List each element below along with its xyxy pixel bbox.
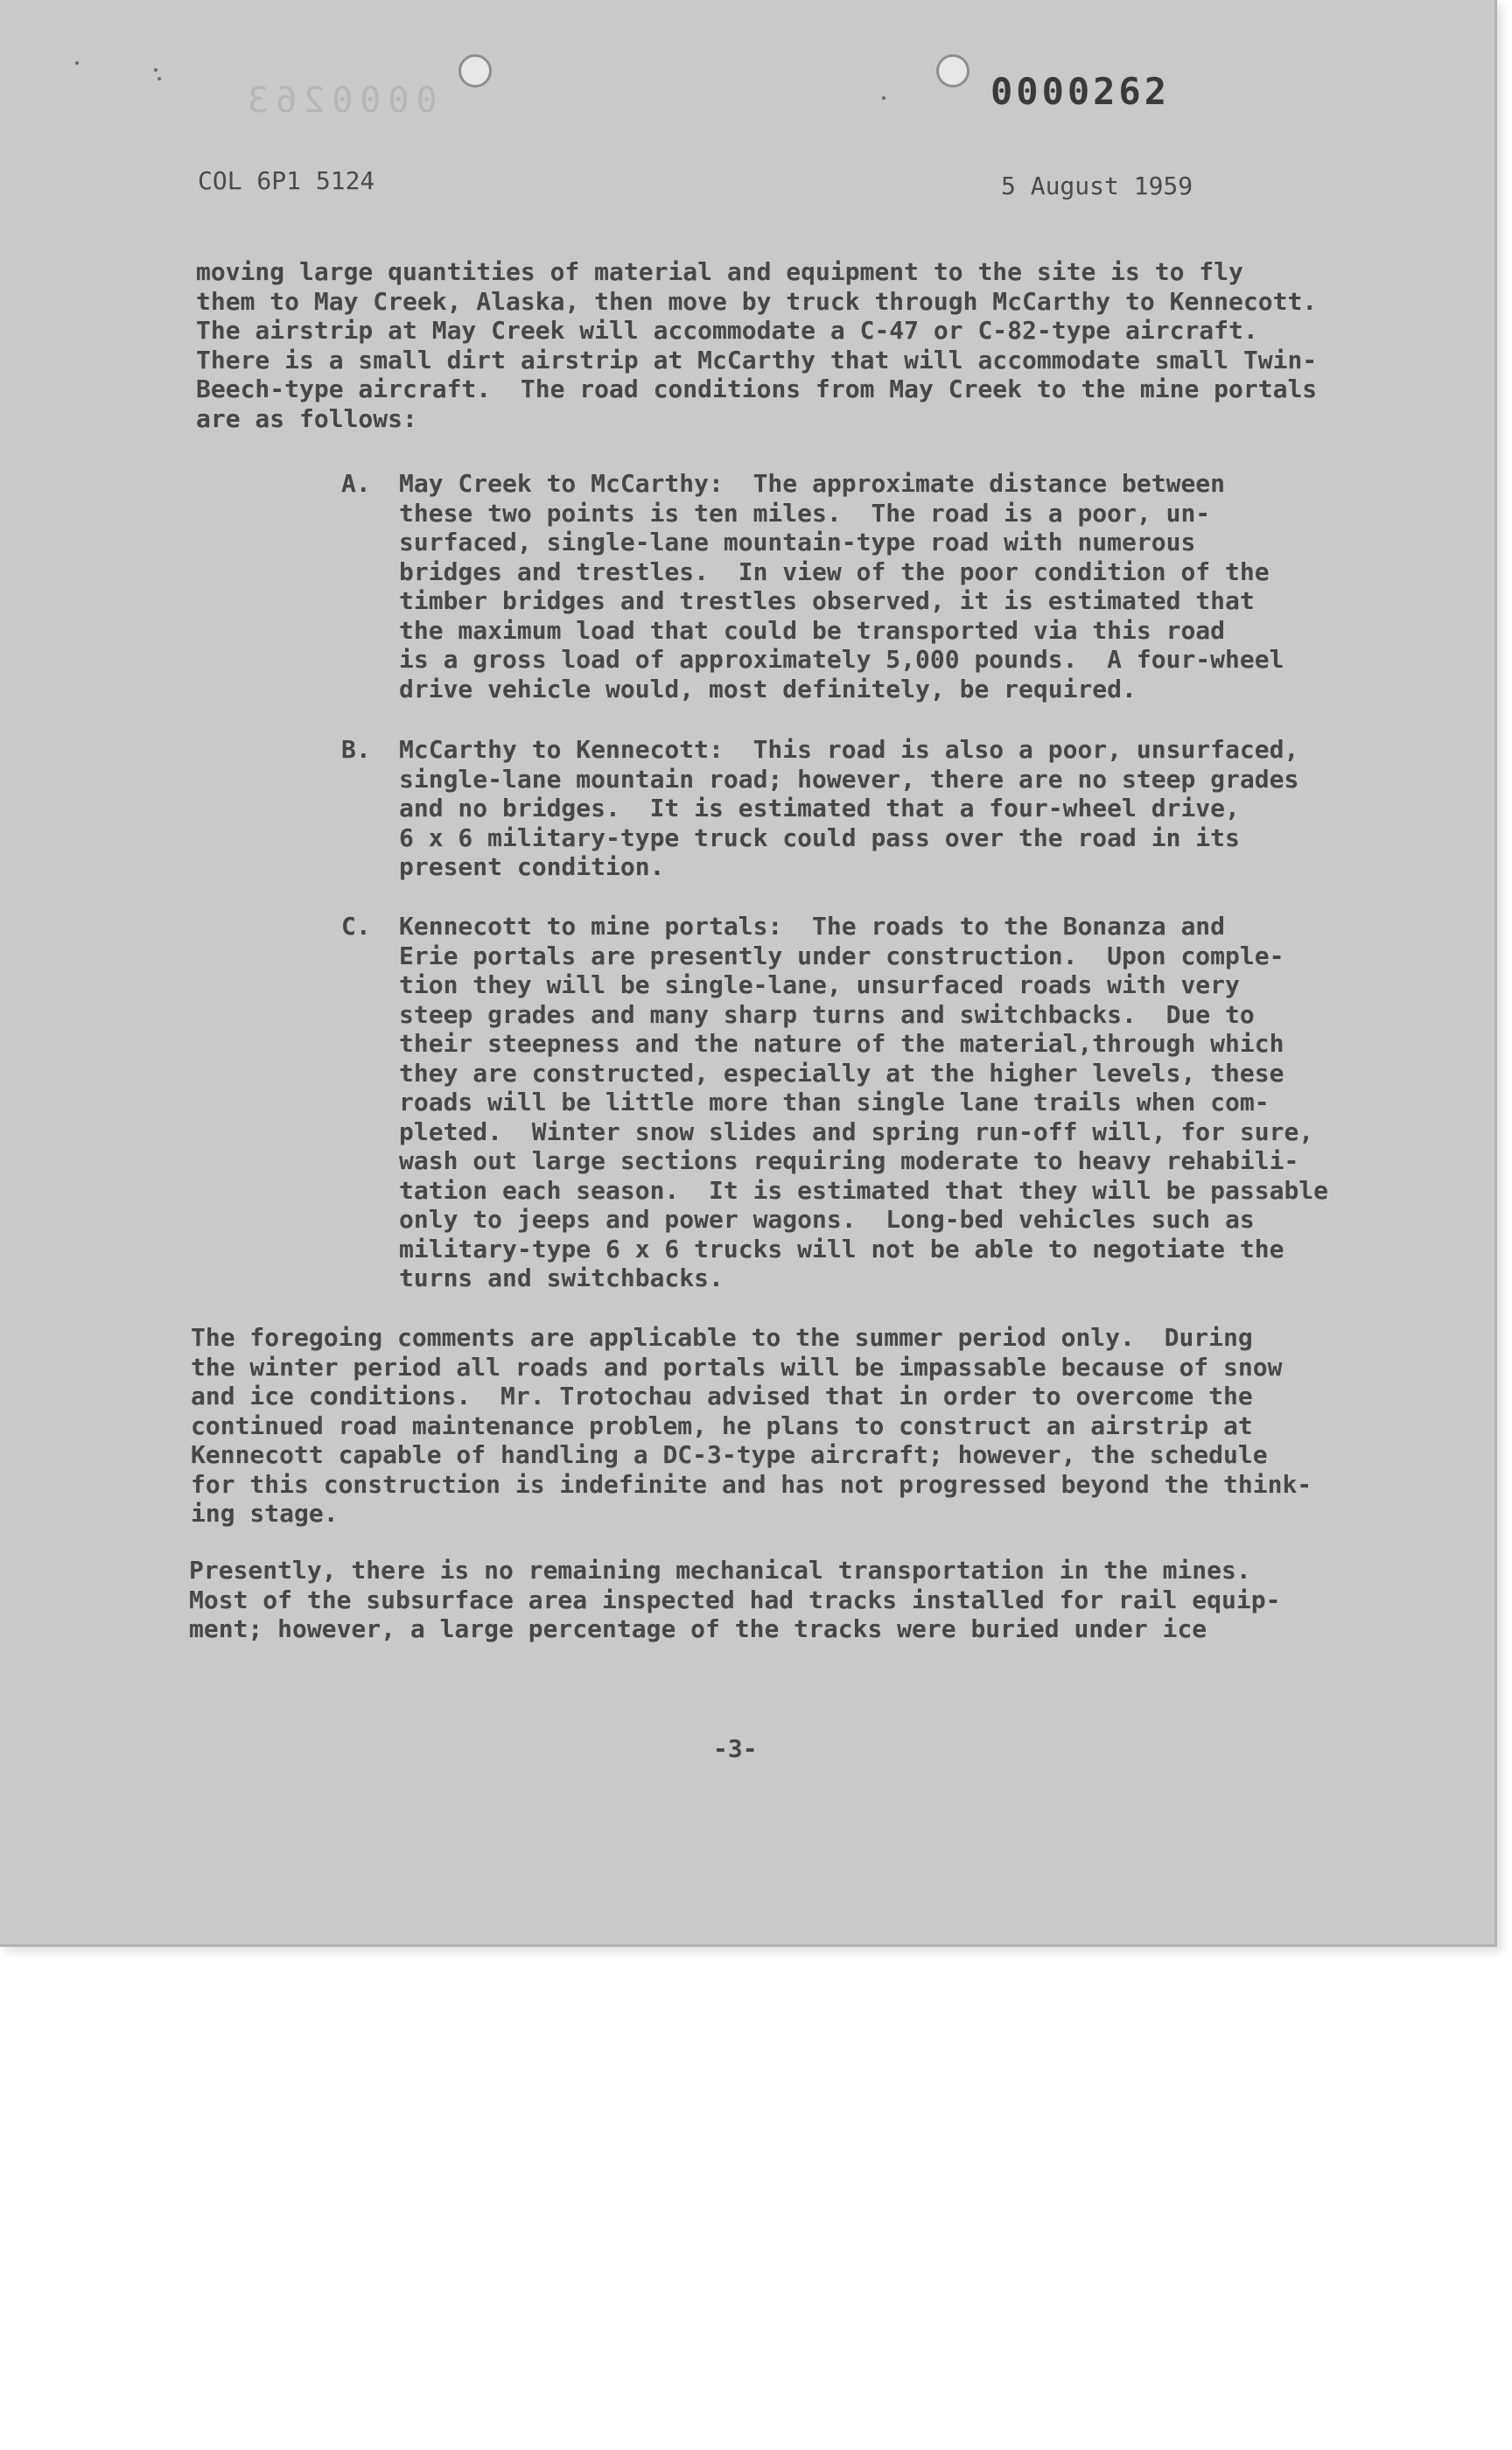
item-label-c: C. bbox=[341, 912, 371, 941]
paper-speck bbox=[154, 68, 158, 72]
document-date: 5 August 1959 bbox=[1001, 172, 1194, 200]
paper-speck bbox=[158, 77, 161, 80]
item-label-a: A. bbox=[341, 469, 371, 498]
paper-speck bbox=[882, 96, 886, 100]
item-text-b: McCarthy to Kennecott: This road is also a poor, unsurfaced, single-lane mountain road; however, there are no steep grades and no bridges. It is estimated that a four-wheel drive, 6 x 6 military-type truck could pass over the road in its present condition. bbox=[399, 735, 1299, 881]
item-text-a: May Creek to McCarthy: The approximate distance between these two points is ten miles. The road is a poor, un- surfaced, single-lane mountain-type road with numerous bridges and trestles. In view of the poor condition of the timber bridges and trestles observed, it is estimated that the maximum load that could be transported via this road is a gross load of approximately 5,000 pounds. A four-wheel drive vehicle would, most definitely, be required. bbox=[399, 469, 1284, 704]
page-number: -3- bbox=[713, 1734, 758, 1763]
item-text-c: Kennecott to mine portals: The roads to the Bonanza and Erie portals are presently under construction. Upon comple- tion they will be single-lane, unsurfaced roads with very steep grades and many sharp turns and switchbacks. Due to their steepness and the nature of the material,through which they are constructed, especially at the higher levels, these roads will be little more than single lane trails when com- pleted. Winter snow slides and spring run-off will, for sure, wash out large sections requiring moderate to heavy rehabili- tation each season. It is estimated that they will be passable only to jeeps and power wagons. Long-bed vehicles such as military-type 6 x 6 trucks will not be able to negotiate the turns and switchbacks. bbox=[399, 912, 1329, 1292]
item-label-b: B. bbox=[341, 735, 371, 764]
paragraph-presently: Presently, there is no remaining mechanical transportation in the mines. Most of the subsurface area inspected had tracks installed for rail equip- ment; however, a large percentage of the tracks were buried under ice bbox=[189, 1556, 1281, 1643]
punch-hole-left bbox=[458, 54, 492, 88]
intro-paragraph: moving large quantities of material and equipment to the site is to fly them to May Creek, Alaska, then move by truck through McCarthy to Kennecott. The airstrip at May Creek will accommodate a C-47 or C-82-type aircraft. There is a small dirt airstrip at McCarthy that will accommodate small Twin- Beech-type aircraft. The road conditions from May Creek to the mine portals are as follows: bbox=[196, 257, 1318, 433]
bleed-through-number: 0000263 bbox=[241, 80, 438, 121]
reference-code: COL 6P1 5124 bbox=[198, 166, 375, 195]
paragraph-foregoing: The foregoing comments are applicable to the summer period only. During the winter period all roads and portals will be impassable because of snow and ice conditions. Mr. Trotochau advised that in order to overcome the continued road maintenance problem, he plans to construct an airstrip at Kennecott capable of handling a DC-3-type aircraft; however, the schedule for this construction is indefinite and has not progressed beyond the think- ing stage. bbox=[191, 1323, 1312, 1528]
paper-speck bbox=[75, 61, 79, 65]
document-number: 0000262 bbox=[990, 70, 1171, 113]
punch-hole-right bbox=[936, 54, 970, 88]
